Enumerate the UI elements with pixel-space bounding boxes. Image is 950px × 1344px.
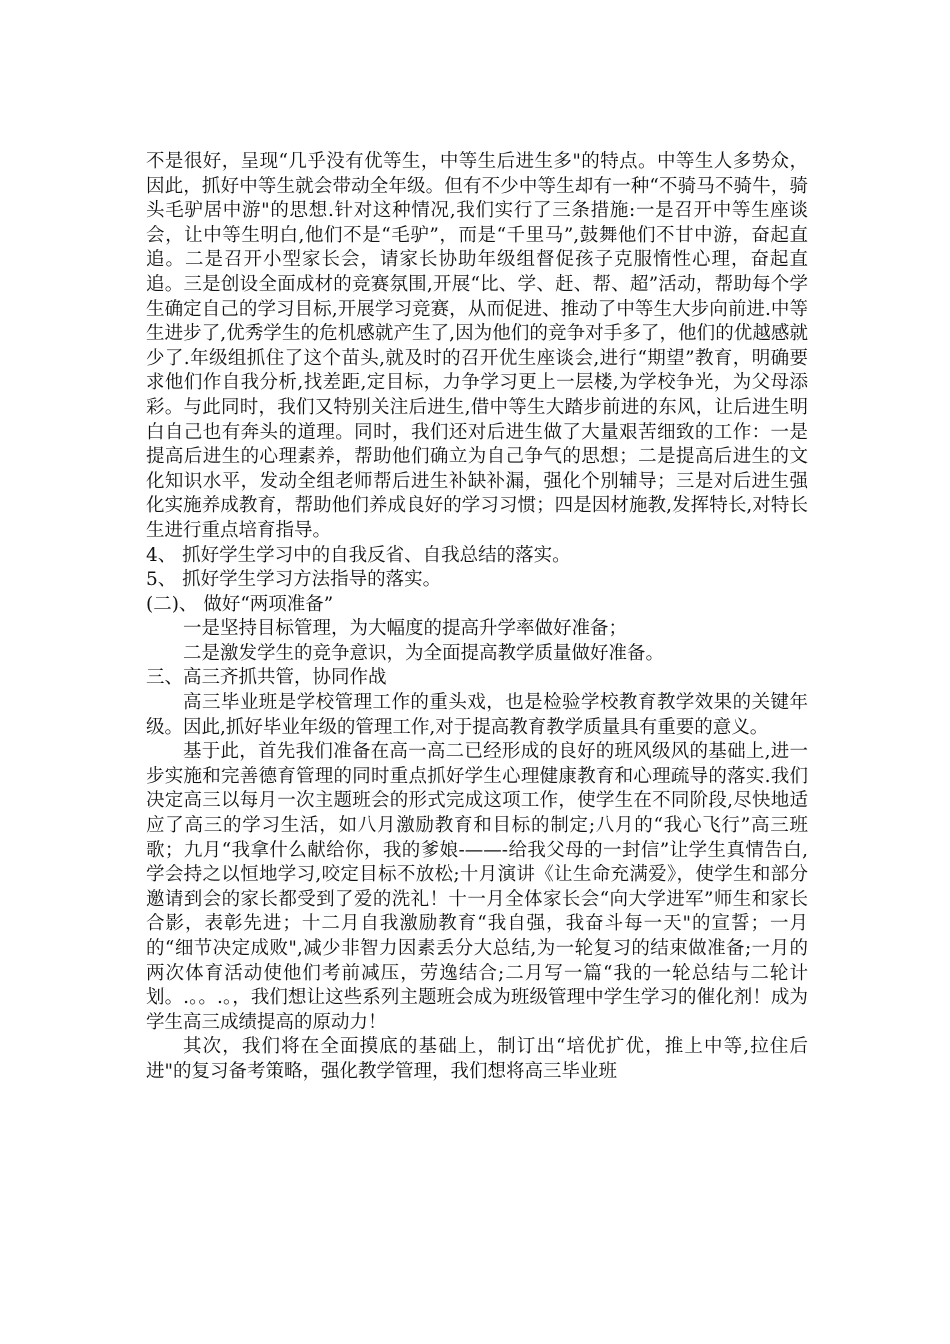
section-heading-senior-three: 三、高三齐抓共管，协同作战 [146, 667, 387, 689]
paragraph-class-meetings: 基于此，首先我们准备在高一高二已经形成的良好的班风级风的基础上,进一步实施和完善德育管理的同时重点抓好学生心理健康教育和心理疏导的落实.我们决定高三以每月一次主题班会的形式完成这项工作，使学生在不同阶段,尽快地适应了高三的学习生活，如八月激励教育和目标的制定;八月的“我心飞行”高三班歌；九月“我拿什么献给你，我的爹娘-——-给我父母的一封信”让学生真情告白,学会持之以恒地学习,咬定目标不放松;十月演讲《让生命充满爱》，使学生和部分邀请到会的家长都受到了爱的洗礼！十一月全体家长会“向大学进军”师生和家长合影，表彰先进；十二月自我激励教育“我自强，我奋斗每一天"的宣誓；一月的“细节决定成败",减少非智力因素丢分大总结,为一轮复习的结束做准备;一月的两次体育活动使他们考前减压，劳逸结合;二月写一篇“我的一轮总结与二轮计划。.。。.。，我们想让这些系列主题班会成为班级管理中学生学习的催化剂！成为学生高三成绩提高的原动力！ [146, 741, 808, 1033]
document-body [146, 150, 808, 1085]
paragraph-review-strategy: 其次，我们将在全面摸底的基础上，制订出“培优扩优，推上中等,拉住后进"的复习备考策略，强化教学管理，我们想将高三毕业班 [146, 1036, 808, 1082]
paragraph-preparation-2: 二是激发学生的竞争意识，为全面提高教学质量做好准备。 [183, 642, 665, 664]
paragraph-middle-students: 不是很好，呈现“几乎没有优等生，中等生后进生多"的特点。中等生人多势众，因此，抓好中等生就会带动全年级。但有不少中等生却有一种“不骑马不骑牛，骑头毛驴居中游"的思想.针对这种情况,我们实行了三条措施:一是召开中等生座谈会，让中等生明白,他们不是“毛驴”，而是“千里马”,鼓舞他们不甘中游，奋起直追。二是召开小型家长会，请家长协助年级组督促孩子克服惰性心理，奋起直追。三是创设全面成材的竞赛氛围,开展“比、学、赶、帮、超”活动，帮助每个学生确定自己的学习目标,开展学习竞赛，从而促进、推动了中等生大步向前进.中等生进步了,优秀学生的危机感就产生了,因为他们的竞争对手多了，他们的优越感就少了.年级组抓住了这个苗头,就及时的召开优生座谈会,进行“期望”教育，明确要求他们作自我分析,找差距,定目标，力争学习更上一层楼,为学校争光，为父母添彩。与此同时，我们又特别关注后进生,借中等生大踏步前进的东风，让后进生明白自己也有奔头的道理。同时，我们还对后进生做了大量艰苦细致的工作：一是提高后进生的心理素养，帮助他们确立为自己争气的思想；二是提高后进生的文化知识水平，发动全组老师帮后进生补缺补漏，强化个別辅导；三是对后进生强化实施养成教育，帮助他们养成良好的学习习惯；四是因材施教,发挥特长,对特长生进行重点培育指导。 [146, 151, 808, 541]
section-heading-two-preparations: (二)、 做好“两项准备” [146, 593, 334, 615]
list-item-5: 5、 抓好学生学习方法指导的落实。 [146, 569, 442, 591]
paragraph-preparation-1: 一是坚持目标管理，为大幅度的提高升学率做好准备； [183, 618, 628, 640]
list-item-4: 4、 抓好学生学习中的自我反省、自我总结的落实。 [146, 544, 571, 566]
paragraph-senior-three-intro: 高三毕业班是学校管理工作的重头戏，也是检验学校教育教学效果的关键年级。因此,抓好毕业年级的管理工作,对于提高教育教学质量具有重要的意义。 [146, 692, 808, 738]
